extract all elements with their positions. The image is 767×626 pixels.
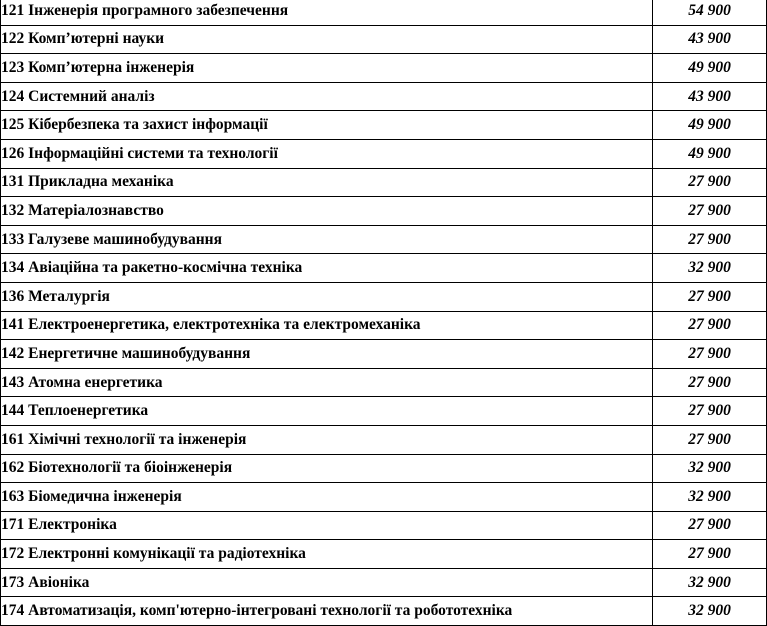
table-row xyxy=(1,25,767,54)
table-row xyxy=(1,0,767,25)
table-row xyxy=(1,139,767,168)
price-cell: 49 900 xyxy=(653,111,767,140)
price-cell: 32 900 xyxy=(653,568,767,597)
price-cell: 27 900 xyxy=(653,311,767,340)
specialty-cell: 161 Хімічні технології та інженерія xyxy=(1,425,653,454)
table-row xyxy=(1,311,767,340)
table-row xyxy=(1,197,767,226)
price-cell: 27 900 xyxy=(653,282,767,311)
price-cell: 27 900 xyxy=(653,168,767,197)
specialty-cell: 124 Системний аналіз xyxy=(1,82,653,111)
price-cell: 49 900 xyxy=(653,54,767,83)
specialty-cell: 134 Авіаційна та ракетно-космічна техніка xyxy=(1,254,653,283)
price-cell: 27 900 xyxy=(653,368,767,397)
table-row xyxy=(1,368,767,397)
price-cell: 32 900 xyxy=(653,597,767,626)
table-row xyxy=(1,225,767,254)
table-row xyxy=(1,397,767,426)
price-cell: 27 900 xyxy=(653,197,767,226)
price-cell: 27 900 xyxy=(653,397,767,426)
specialty-cell: 172 Електронні комунікації та радіотехніка xyxy=(1,540,653,569)
table-row xyxy=(1,568,767,597)
specialty-cell: 141 Електроенергетика, електротехніка та електромеханіка xyxy=(1,311,653,340)
specialty-cell: 136 Металургія xyxy=(1,282,653,311)
table-row xyxy=(1,483,767,512)
specialty-cell: 144 Теплоенергетика xyxy=(1,397,653,426)
table-row xyxy=(1,540,767,569)
specialty-cell: 163 Біомедична інженерія xyxy=(1,483,653,512)
price-cell: 32 900 xyxy=(653,483,767,512)
specialty-cell: 121 Інженерія програмного забезпечення xyxy=(1,0,653,25)
specialty-cell: 173 Авіоніка xyxy=(1,568,653,597)
specialty-cell: 142 Енергетичне машинобудування xyxy=(1,340,653,369)
specialty-cell: 131 Прикладна механіка xyxy=(1,168,653,197)
table-row xyxy=(1,82,767,111)
price-cell: 43 900 xyxy=(653,82,767,111)
table-row xyxy=(1,111,767,140)
price-cell: 27 900 xyxy=(653,425,767,454)
specialty-cell: 174 Автоматизація, комп'ютерно-інтегровані технології та робототехніка xyxy=(1,597,653,626)
specialty-cell: 123 Комп’ютерна інженерія xyxy=(1,54,653,83)
table-row xyxy=(1,454,767,483)
table-row xyxy=(1,511,767,540)
specialty-cell: 122 Комп’ютерні науки xyxy=(1,25,653,54)
specialty-cell: 133 Галузеве машинобудування xyxy=(1,225,653,254)
price-cell: 54 900 xyxy=(653,0,767,25)
table-row xyxy=(1,54,767,83)
price-cell: 27 900 xyxy=(653,225,767,254)
specialty-cell: 143 Атомна енергетика xyxy=(1,368,653,397)
table-row xyxy=(1,597,767,626)
price-cell: 27 900 xyxy=(653,540,767,569)
specialty-cell: 126 Інформаційні системи та технології xyxy=(1,139,653,168)
specialty-cell: 171 Електроніка xyxy=(1,511,653,540)
specialty-cell: 162 Біотехнології та біоінженерія xyxy=(1,454,653,483)
price-cell: 32 900 xyxy=(653,454,767,483)
price-cell: 27 900 xyxy=(653,340,767,369)
table-row xyxy=(1,282,767,311)
table-row xyxy=(1,425,767,454)
table-row xyxy=(1,340,767,369)
table-row xyxy=(1,168,767,197)
specialty-cell: 125 Кібербезпека та захист інформації xyxy=(1,111,653,140)
table-row xyxy=(1,254,767,283)
price-cell: 49 900 xyxy=(653,139,767,168)
price-cell: 43 900 xyxy=(653,25,767,54)
specialty-cell: 132 Матеріалознавство xyxy=(1,197,653,226)
price-cell: 32 900 xyxy=(653,254,767,283)
price-cell: 27 900 xyxy=(653,511,767,540)
